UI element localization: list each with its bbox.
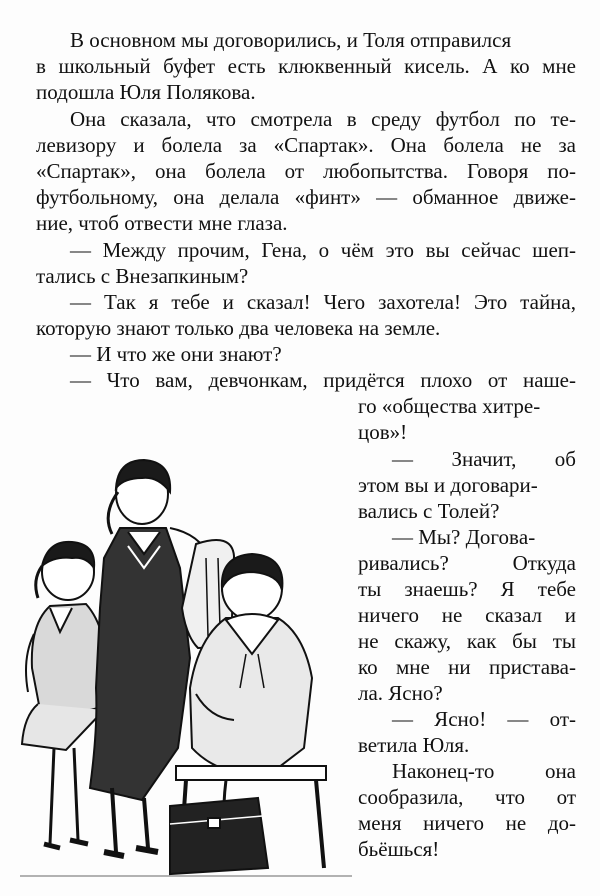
text-line: — И что же они знают?	[70, 342, 282, 366]
text-line: меня ничего не до-	[358, 811, 576, 835]
text-line: ко мне ни пристава-	[358, 655, 576, 679]
text-line: — Так я тебе и сказал! Чего захотела! Это тайна,	[70, 290, 576, 314]
text-line: ветила Юля.	[358, 733, 470, 757]
text-line: — Что вам, девчонкам, придётся плохо от наше-	[70, 368, 576, 392]
text-line: которую знают только два человека на земле.	[36, 316, 441, 340]
text-line: цов»!	[358, 420, 408, 444]
text-line: ничего не сказал и	[358, 603, 576, 627]
text-line: в школьный буфет есть клюквенный кисель. А ко мне	[36, 54, 576, 78]
text-line: го «общества хитре-	[358, 394, 541, 418]
text-line: тались с Внезапкиным?	[36, 264, 249, 288]
school-bag	[170, 798, 268, 874]
text-line: — Между прочим, Гена, о чём это вы сейчас шеп-	[70, 238, 576, 262]
text-line: футбольному, она делала «финт» — обманное движе-	[36, 185, 576, 209]
text-line: ривались? Откуда	[358, 551, 576, 575]
text-line: ты знаешь? Я тебе	[358, 577, 576, 601]
text-line: — Мы? Договa-	[392, 525, 536, 549]
text-line: подошла Юля Полякова.	[36, 80, 256, 104]
text-line: этом вы и договари-	[358, 473, 538, 497]
text-line: ла. Ясно?	[358, 681, 443, 705]
text-line: бьёшься!	[358, 837, 440, 861]
text-line: «Спартак», она болела от любопытства. Говоря по-	[36, 159, 576, 183]
text-line: Она сказала, что смотрела в среду футбол по те-	[70, 107, 576, 131]
text-line: вались с Толей?	[358, 499, 500, 523]
illustration-three-children	[20, 448, 352, 884]
text-line: не скажу, как бы ты	[358, 629, 576, 653]
text-line: левизору и болела за «Спартак». Она болела не за	[36, 133, 576, 157]
text-line: Наконец-то она	[392, 759, 576, 783]
text-line: — Значит, об	[392, 447, 576, 471]
text-line: В основном мы договорились, и Толя отправился	[70, 28, 512, 52]
text-line: сообразила, что от	[358, 785, 576, 809]
text-line: ние, чтоб отвести мне глаза.	[36, 211, 288, 235]
text-line: — Ясно! — от-	[392, 707, 576, 731]
